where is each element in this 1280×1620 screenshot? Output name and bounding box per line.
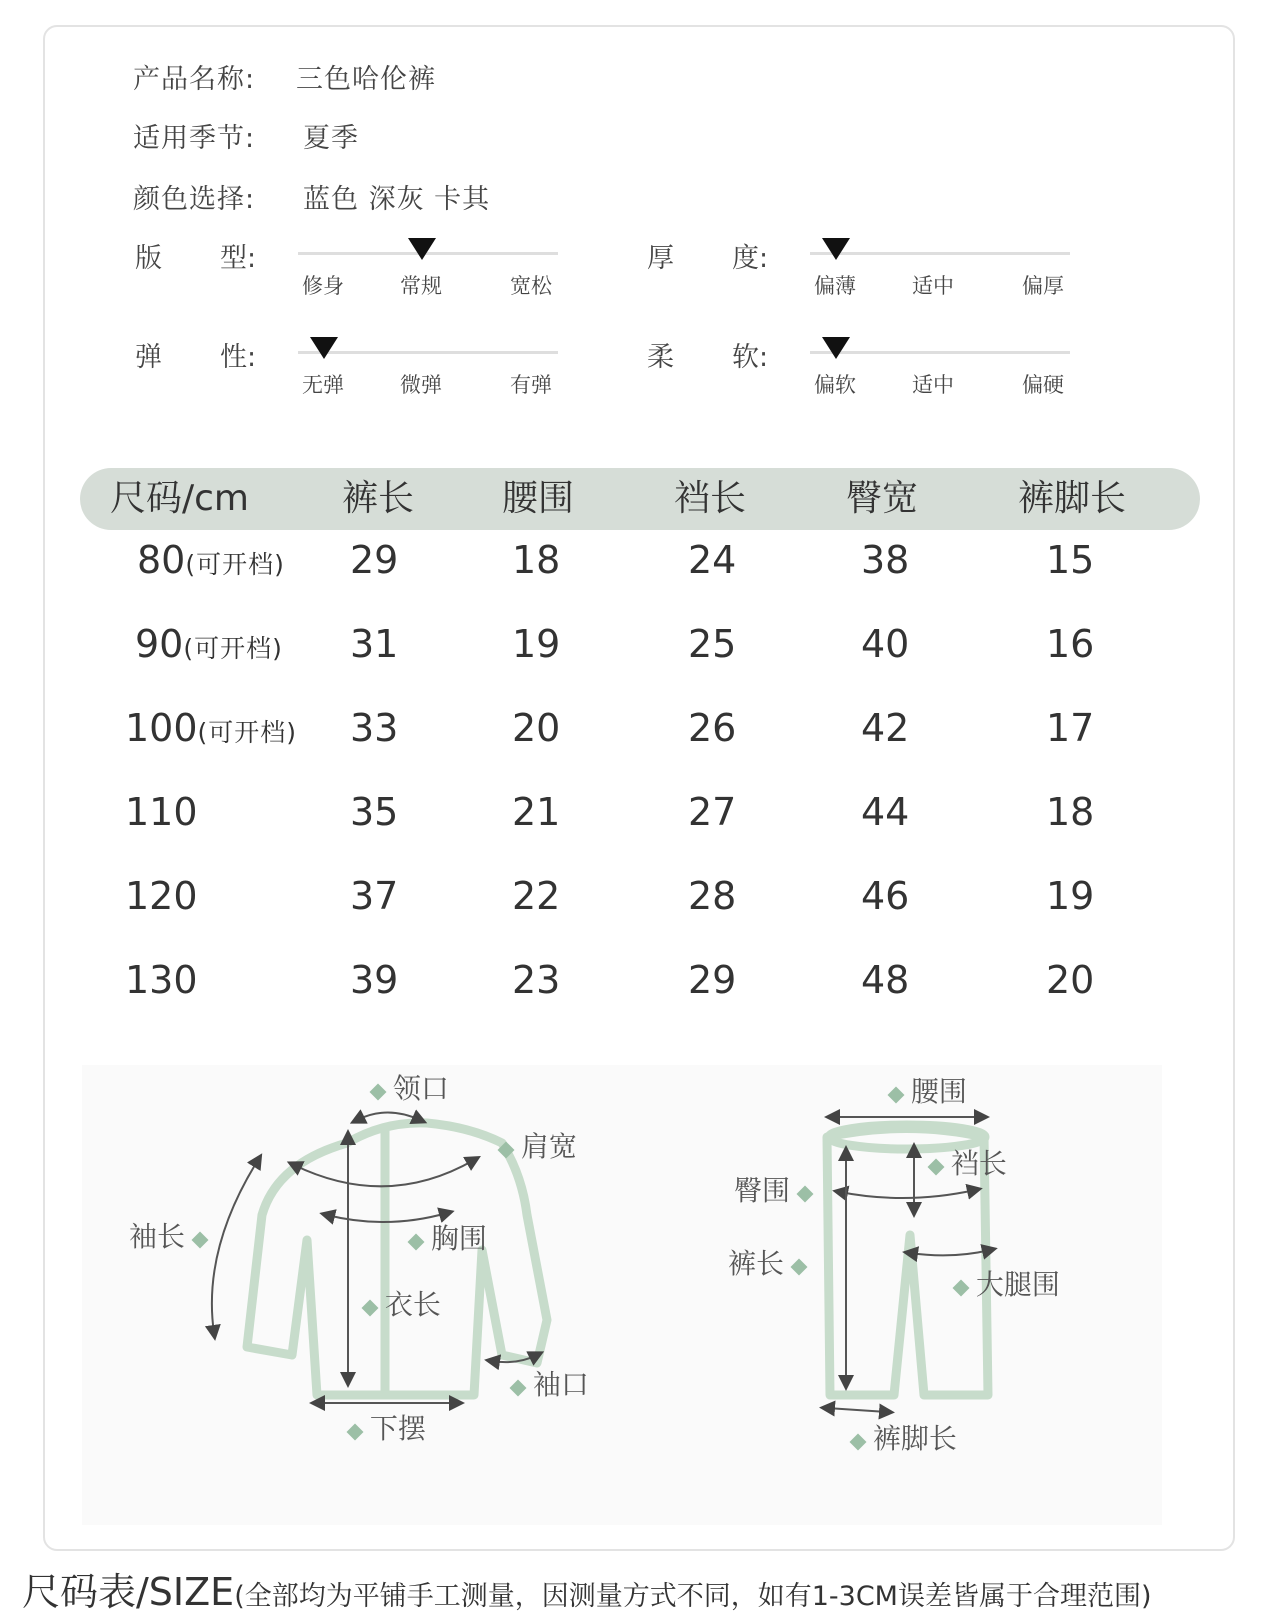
size-table-header xyxy=(80,468,1200,530)
color-label: 颜色选择: xyxy=(133,184,256,215)
header-crotch: 裆长 xyxy=(674,478,747,519)
value-cell: 39 xyxy=(350,958,399,1002)
product-name-label: 产品名称: xyxy=(133,64,256,95)
softness-option: 偏软 xyxy=(814,373,856,397)
value-cell: 24 xyxy=(688,538,737,582)
waist-label: 腰围 xyxy=(890,1070,967,1110)
size-cell: 90(可开档) xyxy=(135,622,283,666)
header-hip: 臀宽 xyxy=(846,478,919,519)
softness-option: 偏硬 xyxy=(1022,373,1064,397)
body-length-label: 衣长 xyxy=(364,1283,441,1323)
thickness-label: 厚 度: xyxy=(647,243,769,274)
footer-title: 尺码表/SIZE xyxy=(22,1570,235,1614)
size-chart-footer xyxy=(22,1561,1152,1616)
fit-option: 常规 xyxy=(400,274,442,298)
elasticity-option: 无弹 xyxy=(302,373,344,397)
product-name-value: 三色哈伦裤 xyxy=(296,64,436,95)
value-cell: 27 xyxy=(688,790,737,834)
value-cell: 29 xyxy=(688,958,737,1002)
fit-marker-icon xyxy=(408,238,436,260)
size-cell: 110 xyxy=(125,790,198,834)
size-cell: 120 xyxy=(125,874,198,918)
value-cell: 15 xyxy=(1046,538,1095,582)
value-cell: 17 xyxy=(1046,706,1095,750)
season-label: 适用季节: xyxy=(133,123,256,154)
value-cell: 20 xyxy=(1046,958,1095,1002)
value-cell: 16 xyxy=(1046,622,1095,666)
fit-option: 宽松 xyxy=(510,274,552,298)
value-cell: 31 xyxy=(350,622,399,666)
size-cell: 80(可开档) xyxy=(137,538,285,582)
header-waist: 腰围 xyxy=(502,478,575,519)
value-cell: 38 xyxy=(861,538,910,582)
value-cell: 44 xyxy=(861,790,910,834)
fit-scale xyxy=(298,252,558,298)
value-cell: 42 xyxy=(861,706,910,750)
softness-scale xyxy=(810,351,1070,397)
value-cell: 18 xyxy=(512,538,561,582)
value-cell: 40 xyxy=(861,622,910,666)
footer-note: (全部均为平铺手工测量，因测量方式不同，如有1-3CM误差皆属于合理范围) xyxy=(234,1581,1152,1612)
thigh-label: 大腿围 xyxy=(955,1263,1060,1303)
thickness-marker-icon xyxy=(822,238,850,260)
value-cell: 18 xyxy=(1046,790,1095,834)
hip-label: 臀围 xyxy=(734,1169,811,1209)
chest-label: 胸围 xyxy=(410,1217,487,1257)
elasticity-marker-icon xyxy=(310,337,338,359)
value-cell: 20 xyxy=(512,706,561,750)
elasticity-scale xyxy=(298,351,558,397)
value-cell: 48 xyxy=(861,958,910,1002)
softness-option: 适中 xyxy=(912,373,954,397)
value-cell: 19 xyxy=(1046,874,1095,918)
value-cell: 46 xyxy=(861,874,910,918)
hem-label: 下摆 xyxy=(349,1407,426,1447)
thickness-scale xyxy=(810,252,1070,298)
sleeve-length-label: 袖长 xyxy=(129,1215,206,1255)
measurement-diagram xyxy=(82,1065,1162,1525)
value-cell: 35 xyxy=(350,790,399,834)
elasticity-option: 微弹 xyxy=(400,373,442,397)
crotch-label: 裆长 xyxy=(930,1142,1007,1182)
shoulder-label: 肩宽 xyxy=(500,1125,577,1165)
value-cell: 22 xyxy=(512,874,561,918)
season-value: 夏季 xyxy=(303,123,359,154)
softness-marker-icon xyxy=(822,337,850,359)
value-cell: 26 xyxy=(688,706,737,750)
value-cell: 19 xyxy=(512,622,561,666)
elasticity-option: 有弹 xyxy=(510,373,552,397)
value-cell: 28 xyxy=(688,874,737,918)
value-cell: 25 xyxy=(688,622,737,666)
cuff-label: 袖口 xyxy=(512,1363,589,1403)
value-cell: 23 xyxy=(512,958,561,1002)
collar-label: 领口 xyxy=(372,1067,449,1107)
value-cell: 33 xyxy=(350,706,399,750)
fit-option: 修身 xyxy=(302,274,344,298)
header-pants-length: 裤长 xyxy=(342,478,415,519)
leg-opening-label: 裤脚长 xyxy=(852,1417,957,1457)
length-label: 裤长 xyxy=(728,1242,805,1282)
value-cell: 21 xyxy=(512,790,561,834)
thickness-option: 偏厚 xyxy=(1022,274,1064,298)
thickness-option: 偏薄 xyxy=(814,274,856,298)
size-cell: 130 xyxy=(125,958,198,1002)
header-size: 尺码/cm xyxy=(110,478,249,519)
value-cell: 37 xyxy=(350,874,399,918)
color-value: 蓝色 深灰 卡其 xyxy=(303,184,491,215)
elasticity-label: 弹 性: xyxy=(135,342,257,373)
fit-label: 版 型: xyxy=(135,243,257,274)
size-cell: 100(可开档) xyxy=(125,706,298,750)
softness-label: 柔 软: xyxy=(647,342,769,373)
header-leg-opening: 裤脚长 xyxy=(1018,478,1127,519)
value-cell: 29 xyxy=(350,538,399,582)
thickness-option: 适中 xyxy=(912,274,954,298)
